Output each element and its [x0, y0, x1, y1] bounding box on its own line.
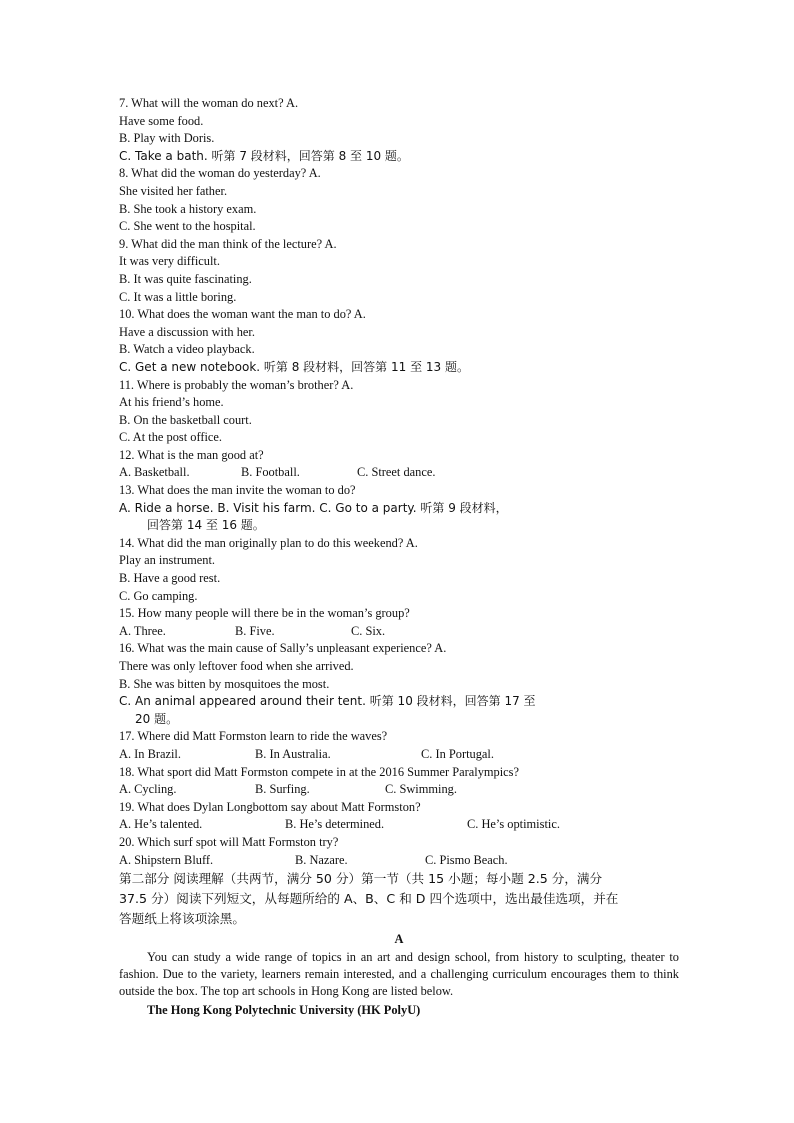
- option-c: C. Pismo Beach.: [425, 852, 508, 867]
- option-c: C. He’s optimistic.: [467, 817, 560, 832]
- q13-continuation: 回答第 14 至 16 题。: [147, 518, 265, 533]
- text-line: At his friend’s home.: [119, 395, 224, 410]
- section-line: 第二部分 阅读理解（共两节，满分 50 分）第一节（共 15 小题；每小题 2.5 分，满分: [119, 871, 603, 887]
- text-line: Have a discussion with her.: [119, 324, 255, 339]
- text-line: B. It was quite fascinating.: [119, 271, 252, 286]
- option-a: A. He’s talented.: [119, 817, 203, 832]
- option-c: C. Street dance.: [357, 465, 436, 480]
- text-line: 7. What will the woman do next? A.: [119, 96, 299, 110]
- option-a: A. Cycling.: [119, 782, 177, 797]
- text-line: B. She took a history exam.: [119, 201, 257, 216]
- text-line: 11. Where is probably the woman’s brother? A.: [119, 377, 354, 392]
- option-b: B. Surfing.: [255, 782, 310, 797]
- q15-stem: 15. How many people will there be in the woman’s group?: [119, 606, 410, 621]
- option-c: C. Swimming.: [385, 782, 457, 797]
- q17-stem: 17. Where did Matt Formston learn to ride the waves?: [119, 729, 388, 744]
- option-c: C. Six.: [351, 623, 386, 638]
- text-line: B. Play with Doris.: [119, 131, 215, 146]
- text-line: C. Take a bath. 听第 7 段材料，回答第 8 至 10 题。: [119, 148, 409, 163]
- option-a: A. Shipstern Bluff.: [119, 852, 214, 867]
- text-line: 8. What did the woman do yesterday? A.: [119, 166, 321, 181]
- q16-option-b: B. She was bitten by mosquitoes the most.: [119, 676, 330, 691]
- text-line: B. On the basketball court.: [119, 412, 252, 427]
- q14-stem: 14. What did the man originally plan to do this weekend? A.: [119, 535, 418, 550]
- option-a: A. In Brazil.: [119, 746, 181, 761]
- q14-option-c: C. Go camping.: [119, 588, 198, 603]
- text-line: C. She went to the hospital.: [119, 219, 256, 234]
- option-c: C. In Portugal.: [421, 746, 494, 761]
- q20-options: [119, 852, 679, 870]
- q16-option-c: C. An animal appeared around their tent. 听第 10 段材料，回答第 17 至: [119, 694, 536, 709]
- q13-options: A. Ride a horse. B. Visit his farm. C. Go to a party. 听第 9 段材料，: [119, 500, 508, 515]
- text-line: It was very difficult.: [119, 254, 220, 269]
- text-line: C. Get a new notebook. 听第 8 段材料，回答第 11 至 13 题。: [119, 359, 469, 374]
- text-line: 10. What does the woman want the man to do? A.: [119, 307, 366, 322]
- listening-questions-7-12: [119, 95, 679, 464]
- option-a: A. Three.: [119, 623, 166, 638]
- text-line: Have some food.: [119, 113, 204, 128]
- q18-options: [119, 781, 679, 799]
- q16-continuation: 20 题。: [135, 711, 179, 726]
- q14-option-a: Play an instrument.: [119, 553, 216, 568]
- q14-option-b: B. Have a good rest.: [119, 571, 221, 586]
- q16-option-a: There was only leftover food when she arrived.: [119, 659, 354, 673]
- q17-options: [119, 746, 679, 764]
- text-line: C. At the post office.: [119, 430, 223, 445]
- exam-page: [119, 95, 679, 1020]
- option-b: B. Five.: [235, 623, 275, 638]
- q13-stem: 13. What does the man invite the woman to do?: [119, 483, 356, 498]
- text-line: 9. What did the man think of the lecture? A.: [119, 236, 337, 251]
- q12-options: [119, 464, 679, 482]
- section-line: 37.5 分）阅读下列短文，从每题所给的 A、B、C 和 D 四个选项中，选出最佳选项，并在: [119, 891, 619, 907]
- q18-stem: 18. What sport did Matt Formston compete in at the 2016 Summer Paralympics?: [119, 764, 519, 779]
- option-a: A. Basketball.: [119, 465, 190, 480]
- text-line: 12. What is the man good at?: [119, 447, 264, 462]
- q20-stem: 20. Which surf spot will Matt Formston try?: [119, 834, 339, 849]
- q16-stem: 16. What was the main cause of Sally’s unpleasant experience? A.: [119, 641, 447, 656]
- option-b: B. Nazare.: [295, 852, 348, 867]
- option-b: B. In Australia.: [255, 746, 331, 761]
- text-line: C. It was a little boring.: [119, 289, 237, 304]
- q19-stem: 19. What does Dylan Longbottom say about Matt Formston?: [119, 799, 421, 814]
- q19-options: [119, 816, 679, 834]
- option-b: B. Football.: [241, 465, 300, 480]
- q15-options: [119, 623, 679, 641]
- passage-label: A: [394, 932, 404, 947]
- text-line: She visited her father.: [119, 183, 228, 198]
- school-heading: The Hong Kong Polytechnic University (HK PolyU): [147, 1003, 421, 1018]
- option-b: B. He’s determined.: [285, 817, 385, 832]
- passage-paragraph: You can study a wide range of topics in an art and design school, from history to sculpting, theater to fashion. Due to the variety, learners remain interested, and a challenging curriculum encourages them to think outside the box. The top art schools in Hong Kong are listed below.: [119, 950, 679, 999]
- section-line: 答题纸上将该项涂黑。: [119, 911, 245, 927]
- text-line: B. Watch a video playback.: [119, 342, 255, 357]
- reading-section-instructions: [119, 869, 679, 929]
